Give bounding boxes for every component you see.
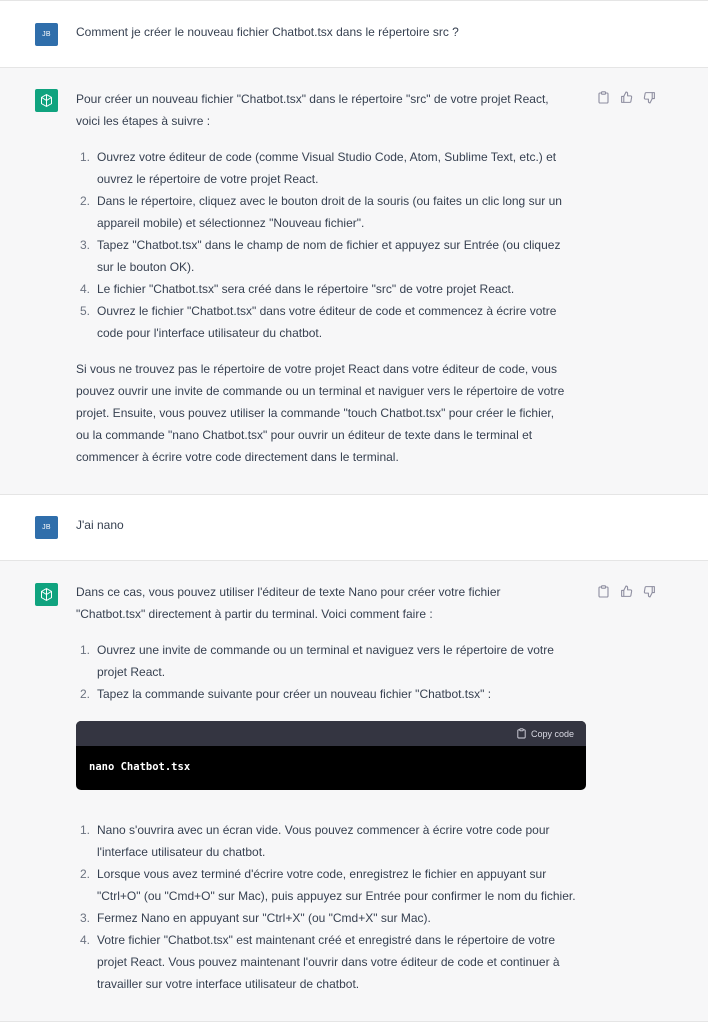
list-item (80, 819, 586, 863)
list-number: 3. (80, 238, 91, 252)
list-number: 3. (80, 911, 91, 925)
steps-list (80, 146, 586, 344)
thumbs-down-icon[interactable] (642, 90, 656, 104)
list-number: 4. (80, 282, 91, 296)
code-block-header (76, 721, 586, 746)
copy-code-label: Copy code (530, 728, 574, 739)
list-line: Votre fichier "Chatbot.tsx" est maintenant créé et enregistré dans le répertoire de votre (97, 933, 556, 947)
thumbs-down-icon[interactable] (642, 584, 656, 598)
list-item (80, 863, 586, 907)
message-user-1 (0, 0, 708, 68)
list-number: 1. (80, 643, 91, 657)
steps-list (80, 639, 586, 705)
list-line: "Ctrl+O" (ou "Cmd+O" sur Mac), puis appuyez sur Entrée pour confirmer le nom du fichier. (97, 889, 576, 903)
list-line: projet React. Vous pouvez maintenant l'ouvrir dans votre éditeur de code et continuer à (97, 955, 560, 969)
list-item (80, 146, 586, 190)
list-line: Ouvrez une invite de commande ou un terminal et naviguez vers le répertoire de votre (97, 643, 554, 657)
list-number: 2. (80, 687, 91, 701)
user-message-text: J'ai nano (76, 518, 124, 532)
list-item (80, 234, 586, 278)
thumbs-up-icon[interactable] (619, 90, 633, 104)
message-assistant-2 (0, 561, 708, 1022)
list-line: travailler sur votre interface utilisateur de chatbot. (97, 977, 360, 991)
openai-logo-icon (35, 583, 58, 606)
list-line: Ouvrez le fichier "Chatbot.tsx" dans votre éditeur de code et commencez à écrire votre (97, 304, 557, 318)
list-line: appareil mobile) et sélectionnez "Nouveau fichier". (97, 216, 365, 230)
message-actions (596, 584, 656, 598)
list-item (80, 929, 586, 995)
list-item (80, 300, 586, 344)
list-line: Le fichier "Chatbot.tsx" sera créé dans le répertoire "src" de votre projet React. (97, 282, 515, 296)
intro-line: voici les étapes à suivre : (76, 114, 211, 128)
list-line: code pour l'interface utilisateur du chatbot. (97, 326, 323, 340)
steps-list (80, 819, 586, 995)
thumbs-up-icon[interactable] (619, 584, 633, 598)
outro-paragraph (76, 358, 586, 468)
code-text: nano Chatbot.tsx (89, 761, 191, 773)
list-line: projet React. (97, 665, 166, 679)
list-item (80, 683, 586, 705)
message-user-2 (0, 495, 708, 561)
list-item (80, 907, 586, 929)
message-actions (596, 90, 656, 104)
openai-logo-icon (35, 89, 58, 112)
list-number: 2. (80, 867, 91, 881)
list-line: sur le bouton OK). (97, 260, 195, 274)
list-line: Nano s'ouvrira avec un écran vide. Vous pouvez commencer à écrire votre code pour (97, 823, 550, 837)
list-item (80, 190, 586, 234)
list-line: ouvrez le répertoire de votre projet React. (97, 172, 319, 186)
list-item (80, 278, 586, 300)
intro-line: Dans ce cas, vous pouvez utiliser l'éditeur de texte Nano pour créer votre fichier (76, 585, 501, 599)
list-line: Ouvrez votre éditeur de code (comme Visual Studio Code, Atom, Sublime Text, etc.) et (97, 150, 557, 164)
intro-line: Pour créer un nouveau fichier "Chatbot.tsx" dans le répertoire "src" de votre projet React, (76, 92, 549, 106)
assistant-message-body (76, 88, 586, 468)
list-line: Dans le répertoire, cliquez avec le bouton droit de la souris (ou faites un clic long sur un (97, 194, 562, 208)
list-item (80, 639, 586, 683)
outro-line: ou la commande "nano Chatbot.tsx" pour ouvrir un éditeur de texte dans le terminal et (76, 428, 533, 442)
outro-line: projet. Ensuite, vous pouvez utiliser la commande "touch Chatbot.tsx" pour créer le fichier, (76, 406, 555, 420)
message-assistant-1 (0, 68, 708, 495)
list-number: 1. (80, 823, 91, 837)
intro-line: "Chatbot.tsx" directement à partir du terminal. Voici comment faire : (76, 607, 433, 621)
user-message-text: Comment je créer le nouveau fichier Chatbot.tsx dans le répertoire src ? (76, 25, 459, 39)
code-block (76, 721, 586, 790)
outro-line: Si vous ne trouvez pas le répertoire de votre projet React dans votre éditeur de code, vous (76, 362, 557, 376)
list-line: Fermez Nano en appuyant sur "Ctrl+X" (ou "Cmd+X" sur Mac). (97, 911, 431, 925)
outro-line: commencer à écrire votre code directement dans le terminal. (76, 450, 399, 464)
list-number: 4. (80, 933, 91, 947)
list-number: 2. (80, 194, 91, 208)
user-avatar: JB (35, 516, 58, 539)
assistant-message-body-continued (76, 819, 586, 995)
list-line: Tapez la commande suivante pour créer un nouveau fichier "Chatbot.tsx" : (97, 687, 492, 701)
list-number: 5. (80, 304, 91, 318)
list-line: Tapez "Chatbot.tsx" dans le champ de nom de fichier et appuyez sur Entrée (ou cliquez (97, 238, 561, 252)
user-avatar: JB (35, 23, 58, 46)
clipboard-icon[interactable] (596, 584, 610, 598)
outro-line: pouvez ouvrir une invite de commande ou un terminal et naviguer vers le répertoire de votre (76, 384, 565, 398)
list-number: 1. (80, 150, 91, 164)
assistant-message-body (76, 581, 586, 705)
copy-code-button[interactable] (517, 728, 574, 739)
clipboard-icon (517, 728, 526, 739)
clipboard-icon[interactable] (596, 90, 610, 104)
list-line: Lorsque vous avez terminé d'écrire votre code, enregistrez le fichier en appuyant sur (97, 867, 547, 881)
list-line: l'interface utilisateur du chatbot. (97, 845, 266, 859)
